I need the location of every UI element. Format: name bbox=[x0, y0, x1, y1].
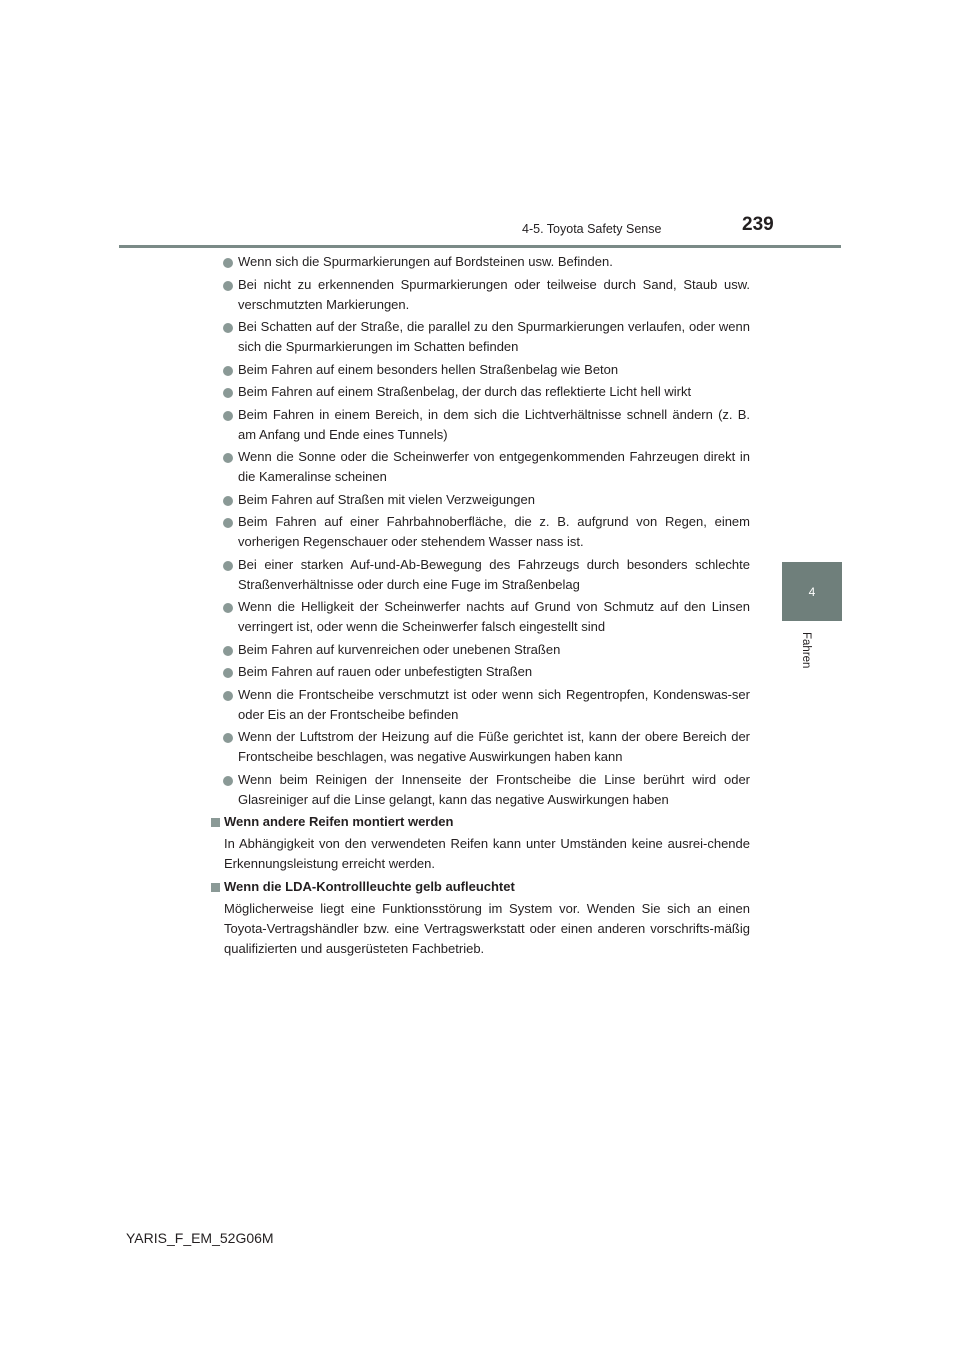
list-item-text: Beim Fahren auf Straßen mit vielen Verzweigungen bbox=[238, 491, 535, 507]
list-item-text: Wenn die Frontscheibe verschmutzt ist oder wenn sich Regentropfen, Kondenswas-ser oder Eis an der Frontscheibe befinden bbox=[238, 686, 750, 722]
bullet-circle-icon bbox=[223, 691, 233, 701]
bullet-list bbox=[210, 252, 750, 810]
list-item-text: Bei einer starken Auf-und-Ab-Bewegung des Fahrzeugs durch besonders schlechte Straßenverhältnisse oder durch eine Fuge im Straßenbelag bbox=[238, 556, 750, 592]
list-item bbox=[210, 490, 750, 510]
section-heading-text: Wenn andere Reifen montiert werden bbox=[224, 814, 454, 829]
list-item bbox=[210, 770, 750, 810]
bullet-circle-icon bbox=[223, 561, 233, 571]
list-item-text: Beim Fahren in einem Bereich, in dem sich die Lichtverhältnisse schnell ändern (z. B. am Anfang und Ende eines Tunnels) bbox=[238, 406, 750, 442]
note-section bbox=[210, 812, 750, 874]
list-item-text: Wenn die Helligkeit der Scheinwerfer nachts auf Grund von Schmutz auf den Linsen verringert ist, oder wenn die Scheinwerfer falsch eingestellt sind bbox=[238, 599, 750, 634]
section-body: In Abhängigkeit von den verwendeten Reifen kann unter Umständen keine ausrei-chende Erkennungsleistung erreicht werden. bbox=[224, 836, 750, 871]
list-item-text: Bei Schatten auf der Straße, die parallel zu den Spurmarkierungen verlaufen, oder wenn sich die Spurmarkierungen im Schatten befinden bbox=[238, 319, 750, 354]
list-item-text: Wenn der Luftstrom der Heizung auf die Füße gerichtet ist, kann der obere Bereich der Frontscheibe beschlagen, was negative Auswirkungen haben kann bbox=[238, 729, 750, 764]
list-item bbox=[210, 597, 750, 637]
bullet-circle-icon bbox=[223, 411, 233, 421]
list-item-text: Wenn beim Reinigen der Innenseite der Frontscheibe die Linse berührt wird oder Glasreiniger auf die Linse gelangt, kann das negative Auswirkungen haben bbox=[238, 771, 750, 807]
bullet-circle-icon bbox=[223, 668, 233, 678]
bullet-circle-icon bbox=[223, 323, 233, 333]
list-item bbox=[210, 512, 750, 552]
list-item bbox=[210, 252, 750, 272]
list-item bbox=[210, 640, 750, 660]
list-item bbox=[210, 555, 750, 595]
list-item-text: Beim Fahren auf einer Fahrbahnoberfläche, die z. B. aufgrund von Regen, einem vorherigen Regenschauer oder stehendem Wasser nass ist. bbox=[238, 514, 750, 549]
bullet-circle-icon bbox=[223, 603, 233, 613]
list-item bbox=[210, 662, 750, 682]
chapter-number: 4 bbox=[808, 585, 816, 599]
section-heading bbox=[224, 877, 750, 897]
page-number: 239 bbox=[742, 214, 774, 235]
list-item bbox=[210, 275, 750, 315]
bullet-circle-icon bbox=[223, 453, 233, 463]
bullet-circle-icon bbox=[223, 776, 233, 786]
list-item-text: Wenn sich die Spurmarkierungen auf Bordsteinen usw. Befinden. bbox=[238, 254, 613, 269]
note-section bbox=[210, 877, 750, 959]
chapter-tab bbox=[782, 562, 842, 621]
chapter-label bbox=[800, 632, 820, 682]
bullet-circle-icon bbox=[223, 646, 233, 656]
bullet-circle-icon bbox=[223, 496, 233, 506]
bullet-circle-icon bbox=[223, 258, 233, 268]
header-section-title: 4-5. Toyota Safety Sense bbox=[522, 222, 662, 236]
list-item bbox=[210, 317, 750, 357]
list-item-text: Beim Fahren auf kurvenreichen oder unebenen Straßen bbox=[238, 641, 561, 657]
header-divider bbox=[119, 245, 841, 248]
section-square-icon bbox=[211, 818, 220, 827]
list-item bbox=[210, 727, 750, 767]
bullet-circle-icon bbox=[223, 518, 233, 528]
list-item bbox=[210, 360, 750, 380]
list-item-text: Beim Fahren auf einem Straßenbelag, der durch das reflektierte Licht hell wirkt bbox=[238, 384, 692, 399]
page-content bbox=[210, 252, 750, 961]
section-body: Möglicherweise liegt eine Funktionsstörung im System vor. Wenden Sie sich an einen Toyota-Vertragshändler bzw. eine Vertragswerkstatt oder einen anderen vorschrifts-mäßig qualifizierten und ausgerüsteten Fachbetrieb. bbox=[224, 900, 750, 956]
bullet-circle-icon bbox=[223, 733, 233, 743]
list-item-text: Beim Fahren auf einem besonders hellen Straßenbelag wie Beton bbox=[238, 361, 619, 377]
list-item-text: Wenn die Sonne oder die Scheinwerfer von entgegenkommenden Fahrzeugen direkt in die Kameralinse scheinen bbox=[238, 449, 750, 484]
section-heading-text: Wenn die LDA-Kontrollleuchte gelb aufleuchtet bbox=[224, 878, 515, 894]
section-list bbox=[210, 812, 750, 959]
list-item bbox=[210, 382, 750, 402]
bullet-circle-icon bbox=[223, 388, 233, 398]
list-item-text: Bei nicht zu erkennenden Spurmarkierungen oder teilweise durch Sand, Staub usw. verschmutzten Markierungen. bbox=[238, 276, 750, 312]
bullet-circle-icon bbox=[223, 366, 233, 376]
section-heading bbox=[224, 812, 750, 832]
list-item bbox=[210, 685, 750, 725]
list-item bbox=[210, 405, 750, 445]
section-square-icon bbox=[211, 883, 220, 892]
document-code: YARIS_F_EM_52G06M bbox=[126, 1230, 274, 1246]
list-item-text: Beim Fahren auf rauen oder unbefestigten Straßen bbox=[238, 664, 533, 679]
chapter-label-text: Fahren bbox=[800, 632, 812, 669]
list-item bbox=[210, 447, 750, 487]
bullet-circle-icon bbox=[223, 281, 233, 291]
